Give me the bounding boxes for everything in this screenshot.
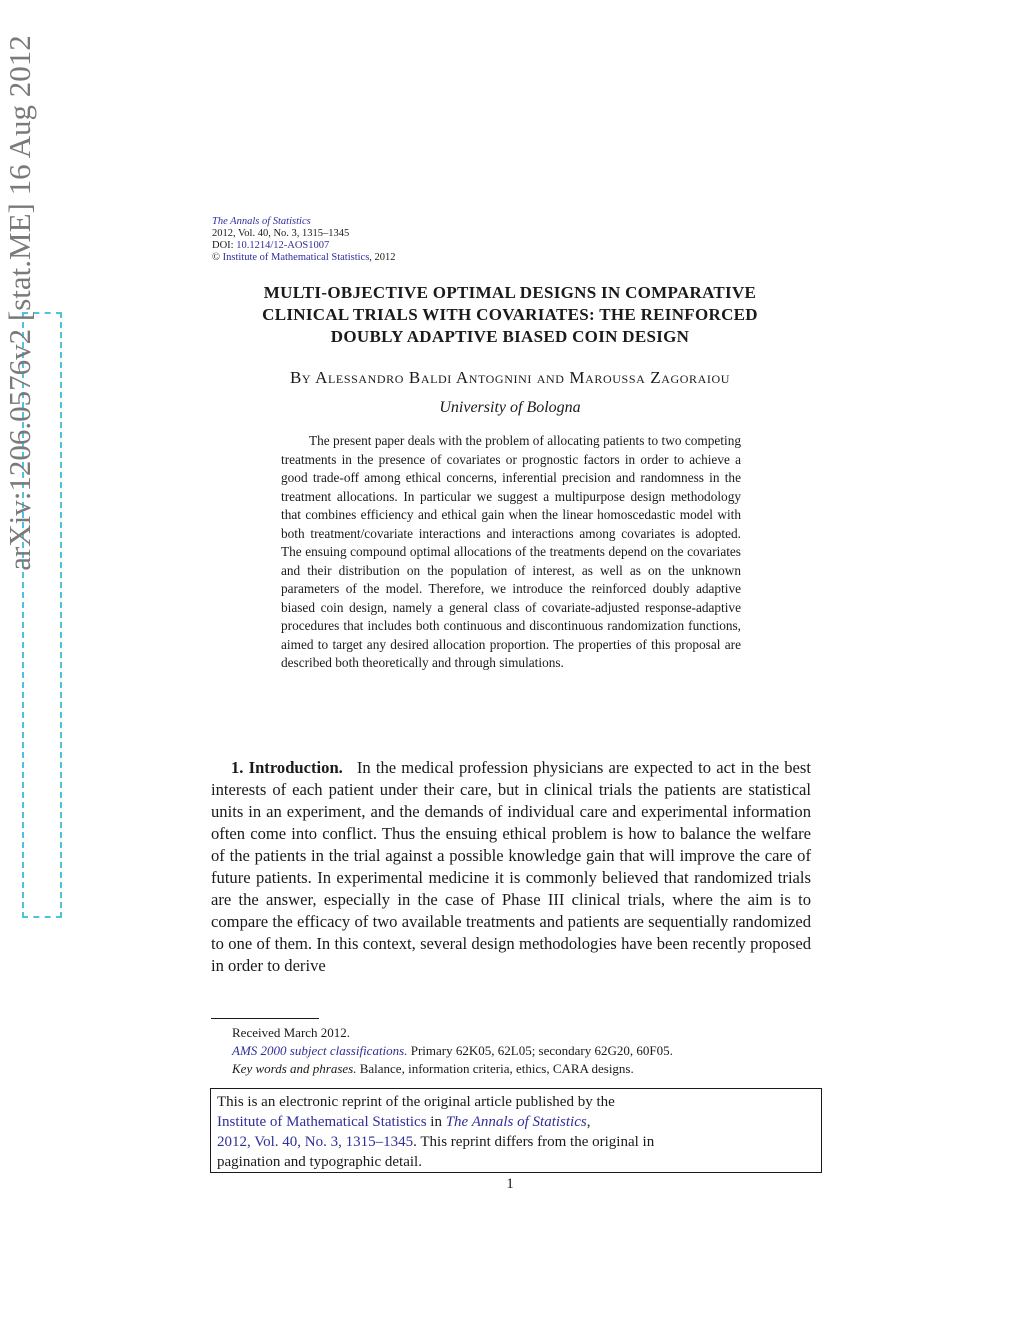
received-date: Received March 2012. — [232, 1025, 351, 1040]
journal-name-link[interactable]: The Annals of Statistics — [212, 216, 311, 227]
volume-line: 2012, Vol. 40, No. 3, 1315–1345 — [212, 228, 350, 239]
journal-header — [212, 216, 396, 264]
reprint-volume-link[interactable]: 2012, Vol. 40, No. 3, 1315–1345 — [217, 1134, 414, 1150]
title-line: DOUBLY ADAPTIVE BIASED COIN DESIGN — [330, 327, 690, 346]
copyright-symbol: © — [212, 252, 220, 263]
footnotes — [232, 1024, 673, 1078]
reprint-line-4: pagination and typographic detail. — [217, 1154, 422, 1170]
paper-title — [210, 282, 810, 348]
title-line: CLINICAL TRIALS WITH COVARIATES: THE REINFORCED — [262, 305, 758, 324]
reprint-publisher-link[interactable]: Institute of Mathematical Statistics — [217, 1114, 427, 1130]
footnote-rule — [211, 1018, 319, 1019]
keywords: Balance, information criteria, ethics, CARA designs. — [356, 1061, 634, 1076]
copyright-year: , 2012 — [369, 252, 396, 263]
title-line: MULTI-OBJECTIVE OPTIMAL DESIGNS IN COMPARATIVE — [263, 283, 757, 302]
authors: By Alessandro Baldi Antognini and Maroussa Zagoraiou — [289, 368, 730, 387]
abstract: The present paper deals with the problem of allocating patients to two competing treatments in the presence of covariates or prognostic factors in order to achieve a good trade-off among ethical concerns, inferential precision and randomness in the treatment allocations. In particular we suggest a multipurpose design methodology that combines efficiency and ethical gain when the linear homoscedastic model with both treatment/covariate interactions and interactions among covariates is adopted. The ensuing compound optimal allocations of the treatments depend on the covariates and their distribution on the population of interest, as well as on the unknown parameters of the model. Therefore, we introduce the reinforced doubly adaptive biased coin design, namely a general class of covariate-adjusted response-adaptive procedures that includes both continuous and discontinuous randomization functions, aimed to target any desired allocation proportion. The properties of this proposal are described both theoretically and through simulations. — [281, 433, 741, 670]
page-number: 1 — [506, 1176, 514, 1192]
ams-codes: Primary 62K05, 62L05; secondary 62G20, 60F05. — [407, 1043, 673, 1058]
section-heading: 1. Introduction. — [231, 758, 343, 777]
reprint-notice — [210, 1088, 822, 1173]
arxiv-id: arXiv:1206.0576v2 [stat.ME] 16 Aug 2012 — [2, 35, 37, 571]
doi-link[interactable]: 10.1214/12-AOS1007 — [236, 240, 330, 251]
reprint-line-1: This is an electronic reprint of the original article published by the — [217, 1094, 615, 1110]
introduction-paragraph — [211, 757, 811, 977]
publisher-link[interactable]: Institute of Mathematical Statistics — [222, 252, 370, 263]
reprint-journal-link[interactable]: The Annals of Statistics — [445, 1114, 587, 1130]
introduction-text: In the medical profession physicians are expected to act in the best interests of each patient under their care, but in clinical trials the patients are statistical units in an experiment, and the demands of individual care and experimental information often come into conflict. Thus the ensuing ethical problem is how to balance the welfare of the patients in the trial against a possible knowledge gain that will improve the care of future patients. In experimental medicine it is commonly believed that randomized trials are the answer, especially in the case of Phase III clinical trials, where the aim is to compare the efficacy of two available treatments and patients are sequentially randomized to one of them. In this context, several design methodologies have been recently proposed in order to derive — [211, 758, 811, 975]
affiliation: University of Bologna — [439, 399, 581, 416]
keywords-label: Key words and phrases. — [232, 1061, 357, 1076]
reprint-in: in — [426, 1114, 446, 1130]
doi-label: DOI: — [212, 240, 234, 251]
ams-classification-link[interactable]: AMS 2000 subject classifications. — [232, 1043, 408, 1058]
reprint-comma: , — [586, 1114, 591, 1130]
reprint-line-3: . This reprint differs from the original in — [413, 1134, 655, 1150]
